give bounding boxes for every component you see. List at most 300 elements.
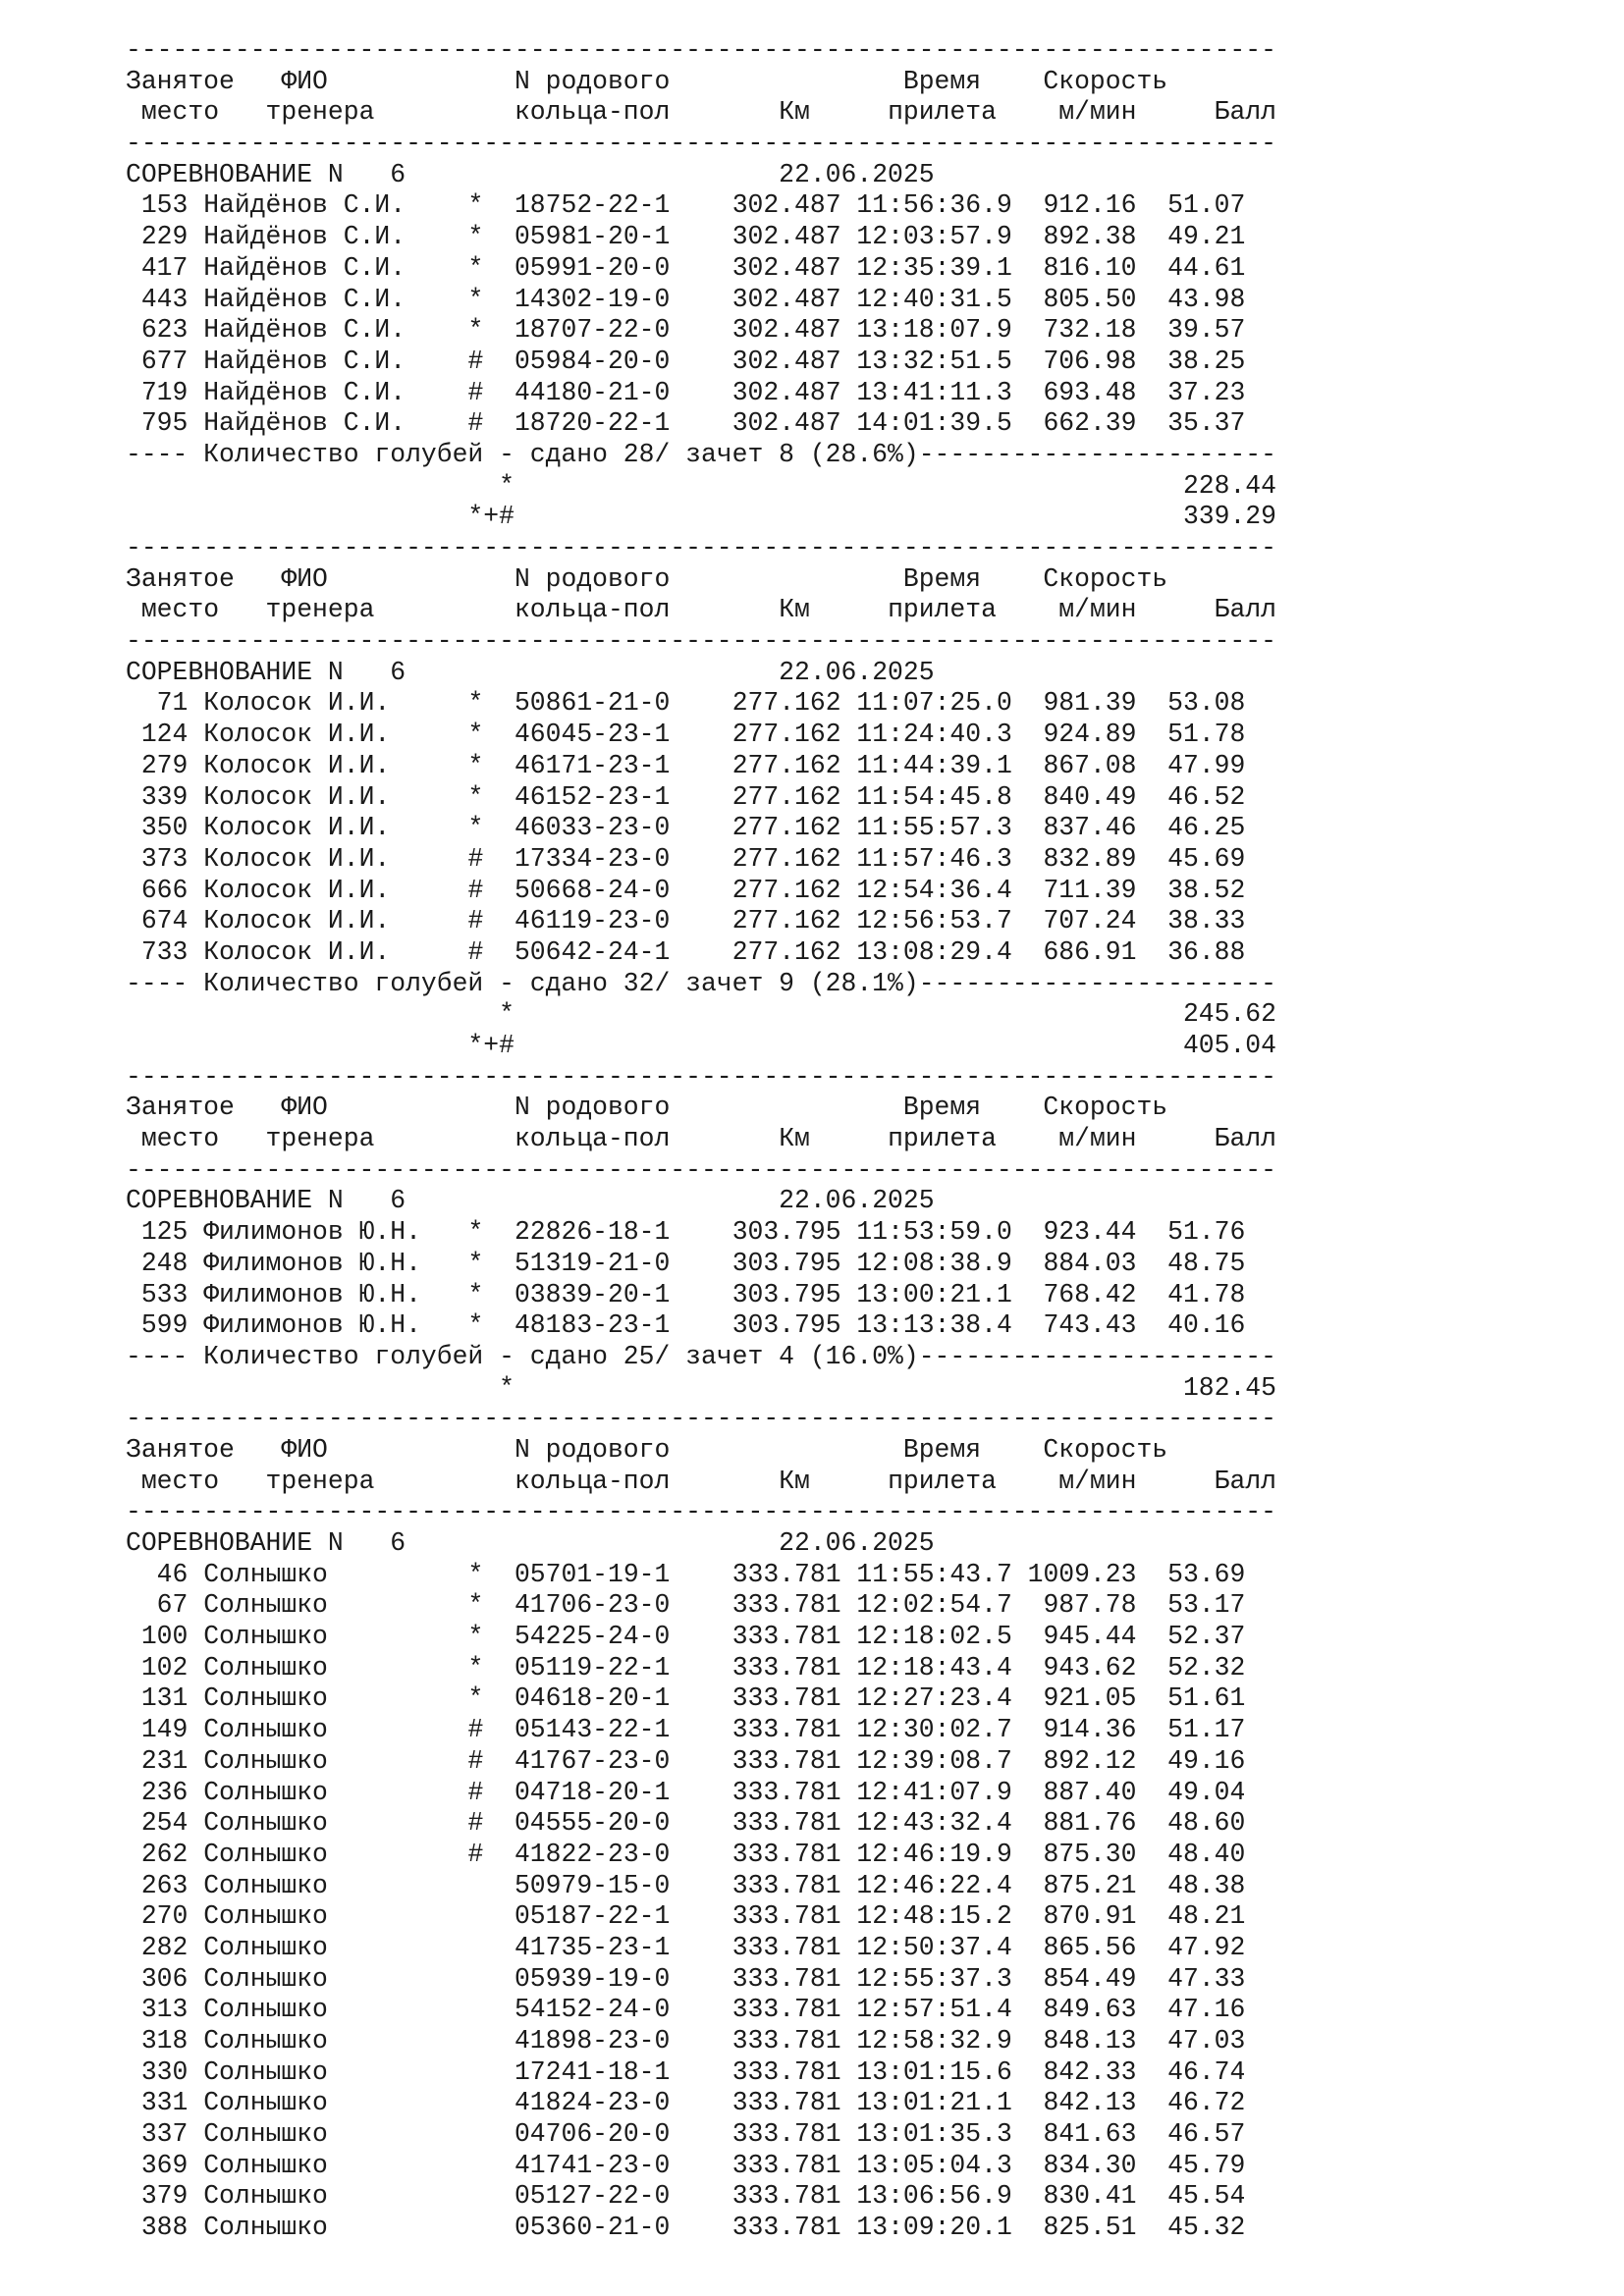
distance-km: 277.162: [731, 843, 841, 874]
mark: *: [467, 284, 514, 314]
divider-line: [126, 1497, 1276, 1528]
arrival-time: 12:58:32.9: [856, 2026, 1012, 2056]
mark: #: [467, 1839, 514, 1869]
mark: *: [467, 1683, 514, 1714]
ring-number: 54152-24-0: [514, 1995, 671, 2025]
arrival-time: 12:39:08.7: [856, 1745, 1012, 1776]
score: 48.60: [1136, 1808, 1246, 1839]
arrival-time: 12:41:07.9: [856, 1777, 1012, 1807]
ring-number: 05360-21-0: [514, 2213, 671, 2243]
result-row: [126, 285, 1276, 316]
mark: #: [467, 875, 514, 905]
ring-number: 41741-23-0: [514, 2150, 671, 2180]
result-row: [126, 1778, 1276, 1809]
distance-km: 333.781: [731, 1932, 841, 1962]
score: 46.52: [1136, 781, 1246, 812]
speed: 943.62: [1011, 1652, 1137, 1682]
distance-km: 333.781: [731, 1901, 841, 1932]
competition-date: 22.06.2025: [779, 1186, 935, 1216]
speed: 981.39: [1011, 688, 1137, 719]
arrival-time: 13:13:38.4: [856, 1310, 1012, 1341]
mark: *: [467, 1622, 514, 1652]
distance-km: 302.487: [731, 252, 841, 283]
result-row: [126, 751, 1276, 782]
header-place-2: место: [140, 97, 220, 128]
ring-number: 54225-24-0: [514, 1622, 671, 1652]
divider-line: [126, 626, 1276, 658]
total-label: *: [499, 999, 514, 1030]
fancier-name: Колосок И.И.: [203, 720, 453, 750]
header-speed: Скорость: [1043, 66, 1168, 96]
ring-number: 05701-19-1: [514, 1559, 671, 1589]
ring-number: 04718-20-1: [514, 1777, 671, 1807]
header-place: Занятое: [126, 1434, 235, 1465]
fancier-name: Солнышко: [203, 1683, 453, 1714]
divider: --------------------------------------------------------------------------: [126, 533, 1276, 562]
distance-km: 303.795: [731, 1248, 841, 1278]
mark: [467, 2057, 514, 2087]
ring-number: 05119-22-1: [514, 1652, 671, 1682]
fancier-name: Найдёнов С.И.: [203, 346, 453, 376]
mark: #: [467, 843, 514, 874]
distance-km: 302.487: [731, 190, 841, 221]
total-value: 228.44: [1182, 470, 1276, 501]
speed: 840.49: [1011, 781, 1137, 812]
place: 677: [126, 346, 189, 376]
arrival-time: 12:30:02.7: [856, 1715, 1012, 1745]
total-line: [126, 1031, 1276, 1062]
distance-km: 333.781: [731, 2119, 841, 2150]
header-time-2: прилета: [888, 1124, 997, 1154]
distance-km: 333.781: [731, 1777, 841, 1807]
place: 67: [126, 1590, 189, 1621]
place: 350: [126, 813, 189, 843]
distance-km: 277.162: [731, 750, 841, 780]
score: 45.32: [1136, 2213, 1246, 2243]
fancier-name: Филимонов Ю.Н.: [203, 1279, 453, 1309]
distance-km: 277.162: [731, 688, 841, 719]
arrival-time: 11:53:59.0: [856, 1217, 1012, 1248]
result-row: [126, 1217, 1276, 1249]
distance-km: 333.781: [731, 1652, 841, 1682]
header-row-1: [126, 67, 1276, 98]
distance-km: 277.162: [731, 781, 841, 812]
speed: 892.12: [1011, 1745, 1137, 1776]
mark: [467, 2026, 514, 2056]
place: 236: [126, 1777, 189, 1807]
result-row: [126, 2213, 1276, 2244]
ring-number: 18707-22-0: [514, 315, 671, 346]
ring-number: 05187-22-1: [514, 1901, 671, 1932]
competition-line: [126, 160, 1276, 191]
score: 48.38: [1136, 1870, 1246, 1900]
speed: 837.46: [1011, 813, 1137, 843]
header-speed: Скорость: [1043, 1434, 1168, 1465]
speed: 870.91: [1011, 1901, 1137, 1932]
total-value: 182.45: [1182, 1372, 1276, 1403]
header-row-2: [126, 595, 1276, 626]
header-name: ФИО: [281, 1093, 328, 1123]
summary-fill: -----------------------: [918, 1341, 1276, 1371]
fancier-name: Солнышко: [203, 2026, 453, 2056]
score: 41.78: [1136, 1279, 1246, 1309]
place: 339: [126, 781, 189, 812]
header-place-2: место: [140, 1124, 220, 1154]
header-ring: N родового: [514, 1434, 671, 1465]
header-place: Занятое: [126, 66, 235, 96]
header-km: Км: [779, 1466, 810, 1496]
speed: 921.05: [1011, 1683, 1137, 1714]
result-row: [126, 1590, 1276, 1622]
distance-km: 302.487: [731, 284, 841, 314]
score: 49.16: [1136, 1745, 1246, 1776]
mark: *: [467, 750, 514, 780]
score: 48.21: [1136, 1901, 1246, 1932]
fancier-name: Найдёнов С.И.: [203, 252, 453, 283]
speed: 987.78: [1011, 1590, 1137, 1621]
ring-number: 41824-23-0: [514, 2088, 671, 2118]
result-row: [126, 1840, 1276, 1871]
fancier-name: Солнышко: [203, 1932, 453, 1962]
speed: 842.13: [1011, 2088, 1137, 2118]
divider: --------------------------------------------------------------------------: [126, 1497, 1276, 1527]
mark: *: [467, 781, 514, 812]
fancier-name: Филимонов Ю.Н.: [203, 1248, 453, 1278]
score: 51.61: [1136, 1683, 1246, 1714]
fancier-name: Солнышко: [203, 2181, 453, 2212]
distance-km: 333.781: [731, 1622, 841, 1652]
distance-km: 333.781: [731, 2056, 841, 2087]
score: 47.92: [1136, 1932, 1246, 1962]
header-speed-2: м/мин: [1058, 1124, 1137, 1154]
place: 666: [126, 875, 189, 905]
arrival-time: 11:44:39.1: [856, 750, 1012, 780]
ring-number: 46033-23-0: [514, 813, 671, 843]
score: 38.33: [1136, 906, 1246, 936]
distance-km: 302.487: [731, 222, 841, 252]
arrival-time: 13:18:07.9: [856, 315, 1012, 346]
result-row: [126, 720, 1276, 751]
arrival-time: 11:57:46.3: [856, 843, 1012, 874]
header-ring-2: кольца-пол: [514, 1466, 671, 1496]
place: 149: [126, 1715, 189, 1745]
divider: --------------------------------------------------------------------------: [126, 129, 1276, 159]
ring-number: 51319-21-0: [514, 1248, 671, 1278]
ring-number: 18752-22-1: [514, 190, 671, 221]
ring-number: 50668-24-0: [514, 875, 671, 905]
distance-km: 333.781: [731, 1808, 841, 1839]
distance-km: 333.781: [731, 2213, 841, 2243]
ring-number: 41735-23-1: [514, 1932, 671, 1962]
competition-label: СОРЕВНОВАНИЕ N: [126, 159, 344, 189]
speed: 686.91: [1011, 936, 1137, 967]
mark: #: [467, 377, 514, 407]
mark: *: [467, 190, 514, 221]
total-value: 405.04: [1182, 1031, 1276, 1060]
fancier-name: Солнышко: [203, 1870, 453, 1900]
speed: 706.98: [1011, 346, 1137, 376]
result-row: [126, 378, 1276, 409]
place: 248: [126, 1248, 189, 1278]
header-name: ФИО: [281, 1434, 328, 1465]
mark: *: [467, 1279, 514, 1309]
competition-label: СОРЕВНОВАНИЕ N: [126, 1528, 344, 1558]
place: 443: [126, 284, 189, 314]
competition-number: 6: [390, 159, 406, 189]
mark: [467, 1901, 514, 1931]
competition-line: [126, 1186, 1276, 1217]
place: 263: [126, 1870, 189, 1900]
speed: 743.43: [1011, 1310, 1137, 1341]
header-score: Балл: [1214, 595, 1277, 625]
ring-number: 04555-20-0: [514, 1808, 671, 1839]
result-row: [126, 1995, 1276, 2026]
fancier-name: Солнышко: [203, 2119, 453, 2150]
mark: *: [467, 1310, 514, 1341]
result-row: [126, 2057, 1276, 2089]
place: 533: [126, 1279, 189, 1309]
header-ring-2: кольца-пол: [514, 1124, 671, 1154]
distance-km: 302.487: [731, 408, 841, 439]
score: 39.57: [1136, 315, 1246, 346]
score: 53.17: [1136, 1590, 1246, 1621]
score: 38.25: [1136, 346, 1246, 376]
ring-number: 05939-19-0: [514, 1963, 671, 1994]
distance-km: 333.781: [731, 1715, 841, 1745]
mark: *: [467, 252, 514, 283]
header-score: Балл: [1214, 1466, 1277, 1496]
speed: 892.38: [1011, 222, 1137, 252]
ring-number: 17334-23-0: [514, 843, 671, 874]
distance-km: 333.781: [731, 1995, 841, 2025]
arrival-time: 12:48:15.2: [856, 1901, 1012, 1932]
speed: 875.30: [1011, 1839, 1137, 1869]
divider-line: [126, 1404, 1276, 1435]
result-row: [126, 315, 1276, 347]
distance-km: 333.781: [731, 2026, 841, 2056]
speed: 841.63: [1011, 2119, 1137, 2150]
competition-line: [126, 658, 1276, 689]
result-row: [126, 1560, 1276, 1591]
header-place: Занятое: [126, 1093, 235, 1123]
distance-km: 333.781: [731, 1590, 841, 1621]
header-time: Время: [902, 66, 982, 96]
header-row-2: [126, 97, 1276, 129]
distance-km: 302.487: [731, 377, 841, 407]
arrival-time: 12:35:39.1: [856, 252, 1012, 283]
fancier-name: Солнышко: [203, 2150, 453, 2180]
fancier-name: Филимонов Ю.Н.: [203, 1217, 453, 1248]
place: 388: [126, 2213, 189, 2243]
competition-date: 22.06.2025: [779, 1528, 935, 1558]
fancier-name: Солнышко: [203, 1745, 453, 1776]
mark: [467, 1964, 514, 1994]
result-row: [126, 222, 1276, 253]
summary-line: [126, 1342, 1276, 1373]
arrival-time: 13:06:56.9: [856, 2181, 1012, 2212]
distance-km: 333.781: [731, 1839, 841, 1869]
header-km: Км: [779, 595, 810, 625]
arrival-time: 12:40:31.5: [856, 284, 1012, 314]
distance-km: 333.781: [731, 1963, 841, 1994]
fancier-name: Колосок И.И.: [203, 906, 453, 936]
fancier-name: Солнышко: [203, 1808, 453, 1839]
speed: 884.03: [1011, 1248, 1137, 1278]
divider-line: [126, 35, 1276, 67]
ring-number: 22826-18-1: [514, 1217, 671, 1248]
fancier-name: Солнышко: [203, 1901, 453, 1932]
result-row: [126, 2119, 1276, 2151]
speed: 848.13: [1011, 2026, 1137, 2056]
arrival-time: 13:05:04.3: [856, 2150, 1012, 2180]
header-speed: Скорость: [1043, 563, 1168, 594]
speed: 834.30: [1011, 2150, 1137, 2180]
score: 48.75: [1136, 1248, 1246, 1278]
divider: --------------------------------------------------------------------------: [126, 35, 1276, 65]
speed: 887.40: [1011, 1777, 1137, 1807]
distance-km: 333.781: [731, 2181, 841, 2212]
place: 124: [126, 720, 189, 750]
speed: 816.10: [1011, 252, 1137, 283]
ring-number: 05127-22-0: [514, 2181, 671, 2212]
result-row: [126, 1871, 1276, 1902]
score: 44.61: [1136, 252, 1246, 283]
distance-km: 303.795: [731, 1310, 841, 1341]
score: 49.21: [1136, 222, 1246, 252]
place: 153: [126, 190, 189, 221]
speed: 662.39: [1011, 408, 1137, 439]
fancier-name: Колосок И.И.: [203, 688, 453, 719]
place: 379: [126, 2181, 189, 2212]
fancier-name: Найдёнов С.И.: [203, 377, 453, 407]
total-label: *: [499, 470, 514, 501]
competition-label: СОРЕВНОВАНИЕ N: [126, 1186, 344, 1216]
ring-number: 04618-20-1: [514, 1683, 671, 1714]
result-row: [126, 1901, 1276, 1933]
arrival-time: 12:08:38.9: [856, 1248, 1012, 1278]
competition-number: 6: [390, 1186, 406, 1216]
fancier-name: Найдёнов С.И.: [203, 408, 453, 439]
competition-label: СОРЕВНОВАНИЕ N: [126, 657, 344, 687]
ring-number: 50861-21-0: [514, 688, 671, 719]
ring-number: 05991-20-0: [514, 252, 671, 283]
ring-number: 46045-23-1: [514, 720, 671, 750]
arrival-time: 11:07:25.0: [856, 688, 1012, 719]
result-row: [126, 1249, 1276, 1280]
mark: *: [467, 222, 514, 252]
place: 270: [126, 1901, 189, 1932]
score: 51.07: [1136, 190, 1246, 221]
header-place-2: место: [140, 595, 220, 625]
result-row: [126, 813, 1276, 844]
ring-number: 05984-20-0: [514, 346, 671, 376]
score: 43.98: [1136, 284, 1246, 314]
mark: [467, 2181, 514, 2211]
fancier-name: Солнышко: [203, 2213, 453, 2243]
header-km: Км: [779, 1124, 810, 1154]
place: 71: [126, 688, 189, 719]
arrival-time: 11:54:45.8: [856, 781, 1012, 812]
result-row: [126, 876, 1276, 907]
distance-km: 333.781: [731, 2088, 841, 2118]
score: 48.40: [1136, 1839, 1246, 1869]
result-row: [126, 937, 1276, 969]
header-place-2: место: [140, 1466, 220, 1496]
arrival-time: 11:55:57.3: [856, 813, 1012, 843]
divider-line: [126, 1155, 1276, 1187]
header-ring: N родового: [514, 563, 671, 594]
fancier-name: Колосок И.И.: [203, 936, 453, 967]
distance-km: 277.162: [731, 936, 841, 967]
header-ring-2: кольца-пол: [514, 97, 671, 128]
score: 47.99: [1136, 750, 1246, 780]
divider: --------------------------------------------------------------------------: [126, 1404, 1276, 1434]
mark: [467, 1933, 514, 1962]
speed: 711.39: [1011, 875, 1137, 905]
ring-number: 41706-23-0: [514, 1590, 671, 1621]
score: 51.78: [1136, 720, 1246, 750]
arrival-time: 12:03:57.9: [856, 222, 1012, 252]
fancier-name: Солнышко: [203, 1839, 453, 1869]
ring-number: 46171-23-1: [514, 750, 671, 780]
arrival-time: 13:01:35.3: [856, 2119, 1012, 2150]
result-row: [126, 1964, 1276, 1996]
arrival-time: 13:41:11.3: [856, 377, 1012, 407]
ring-number: 50979-15-0: [514, 1870, 671, 1900]
summary-text: ---- Количество голубей - сдано 32/ зачет 9 (28.1%): [126, 968, 919, 998]
summary-fill: -----------------------: [918, 439, 1276, 469]
place: 282: [126, 1932, 189, 1962]
result-row: [126, 1310, 1276, 1342]
arrival-time: 11:24:40.3: [856, 720, 1012, 750]
distance-km: 333.781: [731, 1683, 841, 1714]
result-row: [126, 1622, 1276, 1653]
result-row: [126, 2181, 1276, 2213]
arrival-time: 12:50:37.4: [856, 1932, 1012, 1962]
fancier-name: Солнышко: [203, 1963, 453, 1994]
competition-line: [126, 1528, 1276, 1560]
header-name-2: тренера: [265, 1124, 375, 1154]
place: 318: [126, 2026, 189, 2056]
mark: *: [467, 1590, 514, 1621]
mark: [467, 2119, 514, 2149]
fancier-name: Солнышко: [203, 1590, 453, 1621]
speed: 875.21: [1011, 1870, 1137, 1900]
mark: #: [467, 408, 514, 439]
header-name: ФИО: [281, 563, 328, 594]
arrival-time: 12:43:32.4: [856, 1808, 1012, 1839]
mark: #: [467, 346, 514, 376]
speed: 832.89: [1011, 843, 1137, 874]
result-row: [126, 1715, 1276, 1746]
mark: *: [467, 720, 514, 750]
ring-number: 41898-23-0: [514, 2026, 671, 2056]
place: 599: [126, 1310, 189, 1341]
result-row: [126, 253, 1276, 285]
place: 279: [126, 750, 189, 780]
place: 795: [126, 408, 189, 439]
header-time: Время: [902, 1093, 982, 1123]
result-row: [126, 1280, 1276, 1311]
result-row: [126, 1653, 1276, 1684]
divider-line: [126, 533, 1276, 564]
speed: 768.42: [1011, 1279, 1137, 1309]
result-row: [126, 347, 1276, 378]
result-row: [126, 2151, 1276, 2182]
distance-km: 302.487: [731, 315, 841, 346]
speed: 923.44: [1011, 1217, 1137, 1248]
ring-number: 05981-20-1: [514, 222, 671, 252]
